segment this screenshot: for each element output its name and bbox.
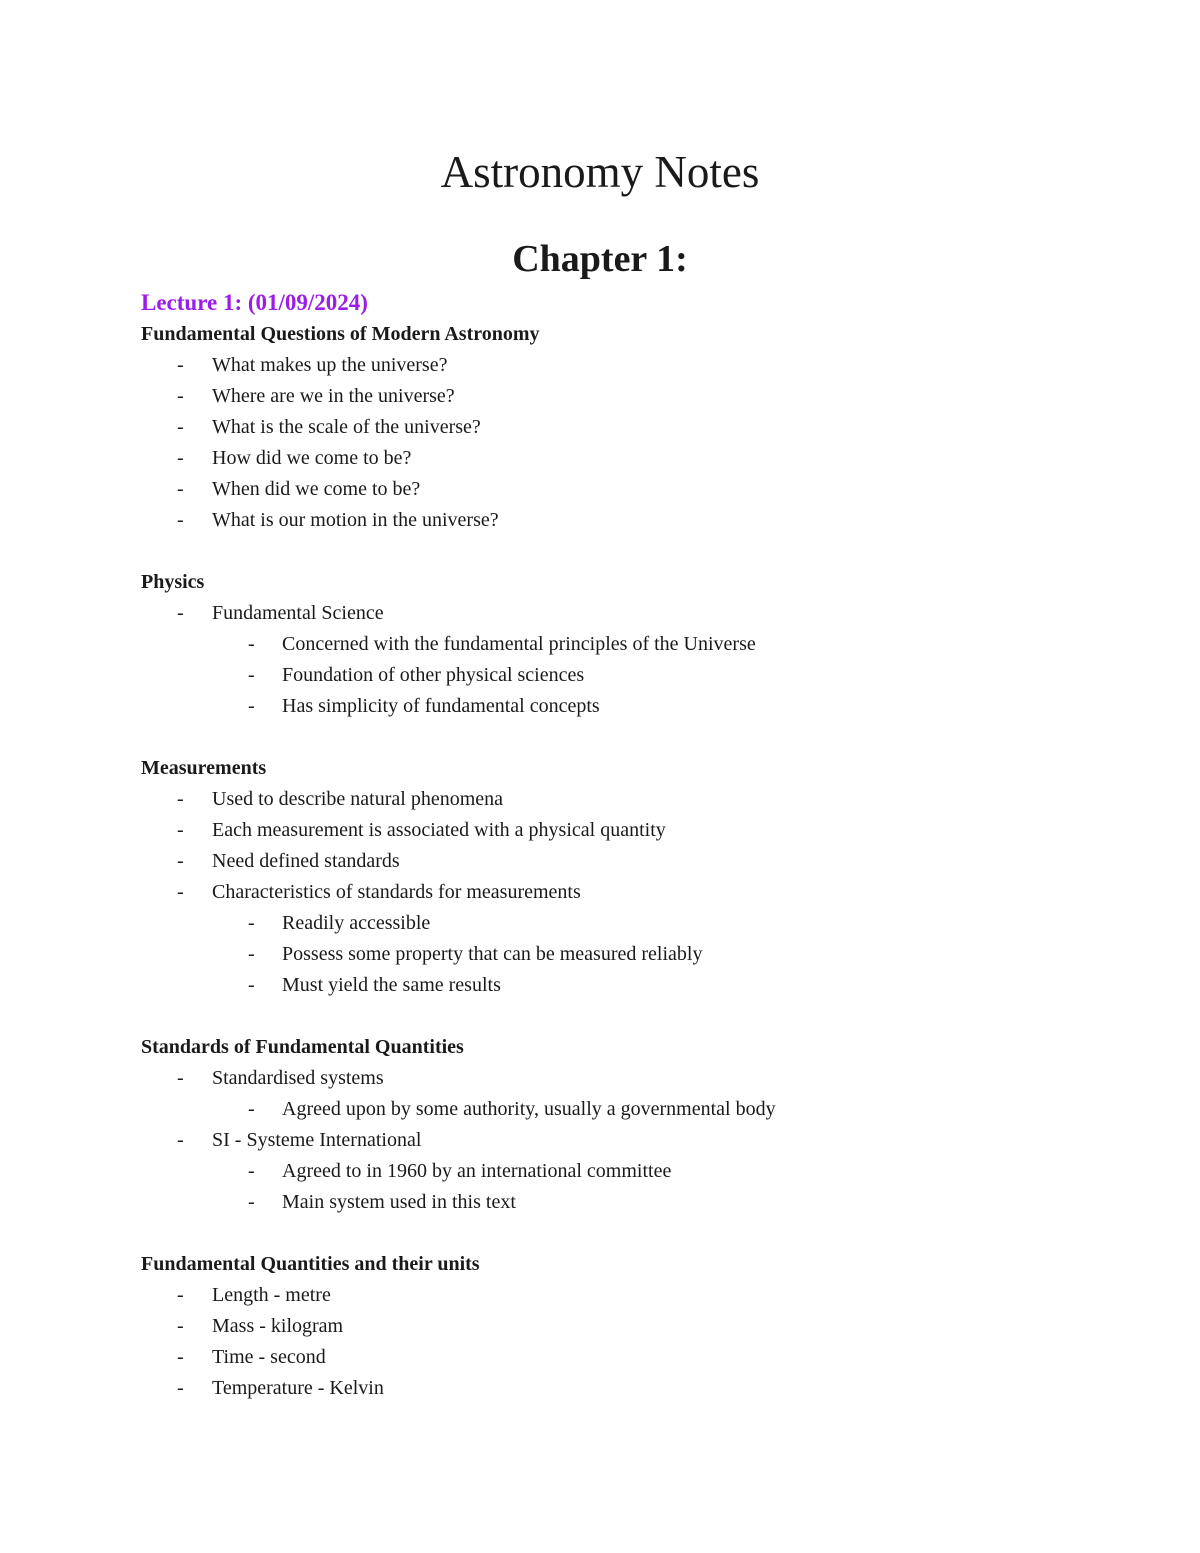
- dash-bullet-icon: -: [248, 912, 255, 934]
- bullet-item: [141, 1373, 1141, 1404]
- dash-bullet-icon: -: [177, 819, 184, 841]
- notes-section: [141, 1032, 1141, 1218]
- dash-bullet-icon: -: [177, 602, 184, 624]
- bullet-text: Possess some property that can be measured reliably: [282, 943, 703, 965]
- sub-bullet-item: [141, 691, 1141, 722]
- bullet-text: Concerned with the fundamental principles of the Universe: [282, 633, 756, 655]
- dash-bullet-icon: -: [177, 416, 184, 438]
- bullet-item: [141, 1280, 1141, 1311]
- dash-bullet-icon: -: [177, 788, 184, 810]
- bullet-text: Temperature - Kelvin: [212, 1377, 384, 1399]
- bullet-text: Mass - kilogram: [212, 1315, 344, 1337]
- bullet-item: [141, 412, 1141, 443]
- notes-section: [141, 1249, 1141, 1404]
- bullet-item: [141, 877, 1141, 908]
- bullet-text: Has simplicity of fundamental concepts: [282, 695, 600, 717]
- dash-bullet-icon: -: [248, 1098, 255, 1120]
- document-title: Astronomy Notes: [440, 147, 760, 197]
- bullet-text: What makes up the universe?: [212, 354, 448, 376]
- bullet-text: Main system used in this text: [282, 1191, 516, 1213]
- dash-bullet-icon: -: [177, 478, 184, 500]
- dash-bullet-icon: -: [177, 881, 184, 903]
- bullet-item: [141, 815, 1141, 846]
- bullet-text: What is our motion in the universe?: [212, 509, 499, 531]
- bullet-item: [141, 443, 1141, 474]
- sub-bullet-item: [141, 1156, 1141, 1187]
- bullet-item: [141, 784, 1141, 815]
- bullet-text: Characteristics of standards for measurements: [212, 881, 581, 903]
- bullet-text: Used to describe natural phenomena: [212, 788, 504, 810]
- bullet-text: Each measurement is associated with a physical quantity: [212, 819, 666, 841]
- bullet-text: How did we come to be?: [212, 447, 412, 469]
- bullet-item: [141, 505, 1141, 536]
- bullet-item: [141, 846, 1141, 877]
- notes-section: [141, 319, 1141, 536]
- dash-bullet-icon: -: [177, 509, 184, 531]
- lecture-heading: Lecture 1: (01/09/2024): [141, 290, 368, 315]
- notes-section: [141, 753, 1141, 1001]
- dash-bullet-icon: -: [248, 695, 255, 717]
- chapter-heading: Chapter 1:: [512, 238, 688, 280]
- sub-bullet-item: [141, 939, 1141, 970]
- sub-bullet-item: [141, 660, 1141, 691]
- bullet-text: Readily accessible: [282, 912, 431, 934]
- bullet-text: Time - second: [212, 1346, 326, 1368]
- bullet-text: Agreed upon by some authority, usually a governmental body: [282, 1098, 776, 1120]
- bullet-item: [141, 474, 1141, 505]
- bullet-text: Standardised systems: [212, 1067, 384, 1089]
- notes-sections: [141, 319, 1141, 1404]
- dash-bullet-icon: -: [248, 1160, 255, 1182]
- dash-bullet-icon: -: [177, 447, 184, 469]
- dash-bullet-icon: -: [177, 1346, 184, 1368]
- bullet-text: Must yield the same results: [282, 974, 501, 996]
- dash-bullet-icon: -: [177, 1284, 184, 1306]
- dash-bullet-icon: -: [248, 974, 255, 996]
- section-heading: Physics: [141, 571, 205, 593]
- dash-bullet-icon: -: [177, 354, 184, 376]
- dash-bullet-icon: -: [177, 1315, 184, 1337]
- sub-bullet-item: [141, 908, 1141, 939]
- sub-bullet-item: [141, 1094, 1141, 1125]
- dash-bullet-icon: -: [177, 1129, 184, 1151]
- section-heading: Standards of Fundamental Quantities: [141, 1036, 464, 1058]
- bullet-item: [141, 1342, 1141, 1373]
- bullet-item: [141, 350, 1141, 381]
- dash-bullet-icon: -: [248, 943, 255, 965]
- sub-bullet-item: [141, 970, 1141, 1001]
- bullet-text: Need defined standards: [212, 850, 400, 872]
- bullet-item: [141, 1125, 1141, 1156]
- section-heading: Fundamental Questions of Modern Astronomy: [141, 323, 540, 345]
- sub-bullet-item: [141, 1187, 1141, 1218]
- dash-bullet-icon: -: [177, 1067, 184, 1089]
- bullet-text: What is the scale of the universe?: [212, 416, 481, 438]
- dash-bullet-icon: -: [248, 633, 255, 655]
- dash-bullet-icon: -: [177, 385, 184, 407]
- notes-section: [141, 567, 1141, 722]
- bullet-item: [141, 598, 1141, 629]
- bullet-item: [141, 381, 1141, 412]
- dash-bullet-icon: -: [177, 1377, 184, 1399]
- sub-bullet-item: [141, 629, 1141, 660]
- bullet-text: Foundation of other physical sciences: [282, 664, 585, 686]
- section-heading: Fundamental Quantities and their units: [141, 1253, 480, 1275]
- bullet-text: When did we come to be?: [212, 478, 421, 500]
- bullet-item: [141, 1311, 1141, 1342]
- bullet-text: Fundamental Science: [212, 602, 384, 624]
- bullet-text: Agreed to in 1960 by an international committee: [282, 1160, 672, 1182]
- bullet-text: Where are we in the universe?: [212, 385, 455, 407]
- dash-bullet-icon: -: [177, 850, 184, 872]
- bullet-text: SI - Systeme International: [212, 1129, 422, 1151]
- section-heading: Measurements: [141, 757, 267, 779]
- bullet-text: Length - metre: [212, 1284, 331, 1306]
- dash-bullet-icon: -: [248, 1191, 255, 1213]
- notes-content: [141, 287, 1141, 1435]
- bullet-item: [141, 1063, 1141, 1094]
- dash-bullet-icon: -: [248, 664, 255, 686]
